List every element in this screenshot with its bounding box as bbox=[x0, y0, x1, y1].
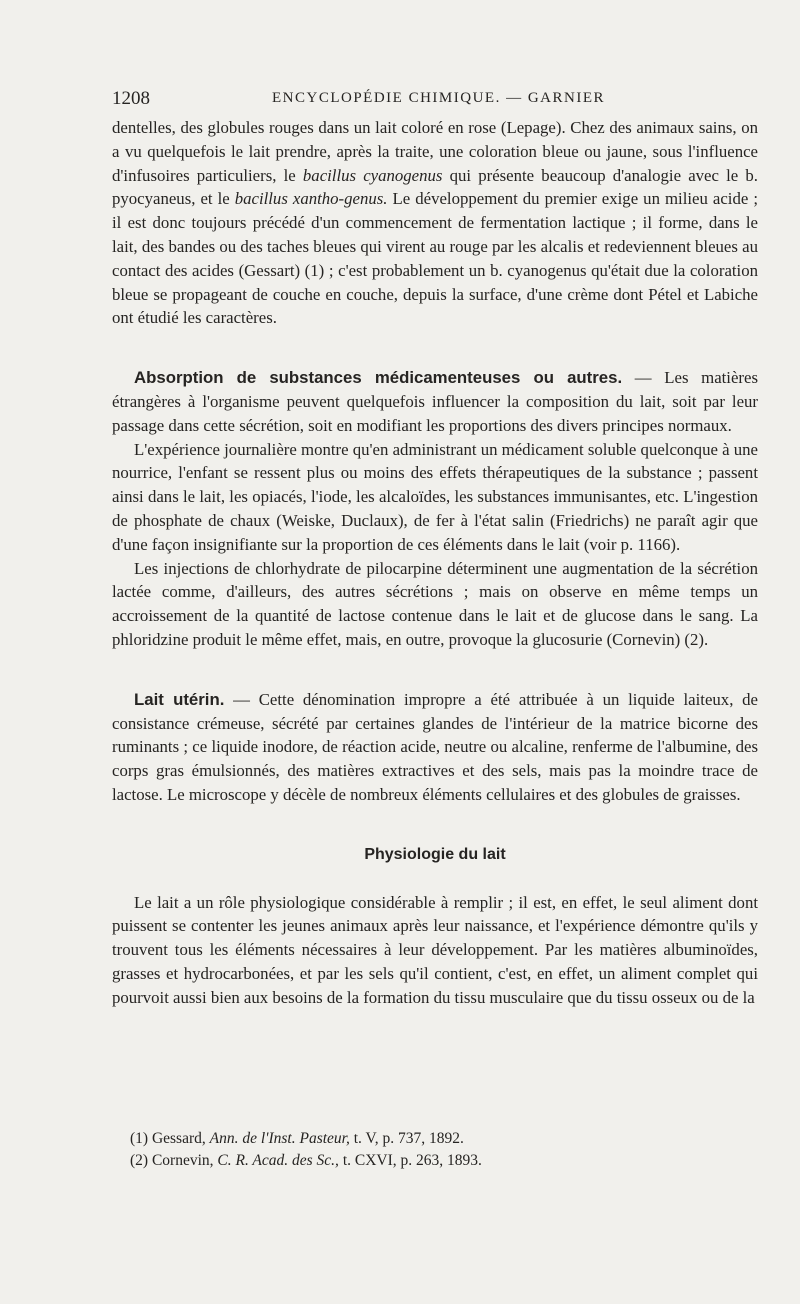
paragraph-injections: Les injections de chlorhydrate de pilocarpine déterminent une augmentation de la sécrétion lactée comme, d'ailleurs, des autres sécrétions ; mais on observe en même temps un accroissement de la quantité de lactose contenue dans le lait et de glucose dans le sang. La phloridzine produit le même effet, mais, en outre, provoque la glucosurie (Cornevin) (2). bbox=[112, 558, 758, 649]
taxon-name: bacillus xantho-genus. bbox=[234, 189, 388, 209]
page-header bbox=[112, 88, 760, 114]
taxon-name: bacillus cyanogenus bbox=[302, 165, 443, 185]
footnotes bbox=[130, 1128, 750, 1172]
footnote: (2) Cornevin, C. R. Acad. des Sc., t. CXVI, p. 263, 1893. bbox=[130, 1152, 482, 1169]
running-title: ENCYCLOPÉDIE CHIMIQUE. — GARNIER bbox=[272, 90, 605, 106]
run-in-heading: Lait utérin. bbox=[134, 689, 225, 709]
run-in-heading: Absorption de substances médicamenteuses ou autres. bbox=[134, 368, 623, 388]
body-text bbox=[112, 116, 758, 1010]
page-number: 1208 bbox=[112, 88, 150, 109]
footnote: (1) Gessard, Ann. de l'Inst. Pasteur, t. V, p. 737, 1892. bbox=[130, 1130, 464, 1147]
paragraph-experience: L'expérience journalière montre qu'en administrant un médicament soluble quelconque à une nourrice, l'enfant se ressent plus ou moins des effets thérapeutiques de la substance ; passent ainsi dans le lait, les opiacés, l'iode, les alcaloïdes, les substances immunisantes, etc. L'ingestion de phosphate de chaux (Weiske, Duclaux), de fer à l'état salin (Friedrichs) ne paraît agir que d'une façon insignifiante sur la proportion de ces éléments dans le lait (voir p. 1166). bbox=[112, 439, 758, 554]
paragraph-absorption: Absorption de substances médicamenteuses ou autres. — Les matières étrangères à l'organisme peuvent quelquefois influencer la composition du lait, soit par leur passage dans cette sécrétion, soit en modifiant les proportions des divers principes normaux. bbox=[112, 368, 758, 435]
section-title: Physiologie du lait bbox=[364, 845, 506, 863]
paragraph-lait-uterin: Lait utérin. — Cette dénomination impropre a été attribuée à un liquide laiteux, de consistance crémeuse, sécrété par certaines glandes de l'intérieur de la matrice bicorne des ruminants ; ce liquide inodore, de réaction acide, neutre ou alcaline, renferme de l'albumine, des corps gras émulsionnés, des matières extractives et des sels, mais pas la moindre trace de lactose. Le microscope y décèle de nombreux éléments cellulaires et des globules de graisses. bbox=[112, 689, 759, 804]
paragraph-physiologie: Le lait a un rôle physiologique considérable à remplir ; il est, en effet, le seul aliment dont puissent se contenter les jeunes animaux après leur naissance, et l'expérience démontre qu'ils y trouvent tous les éléments nécessaires à leur développement. Par les matières albuminoïdes, grasses et hydrocarbonées, et par les sels qu'il contient, c'est, en effet, un aliment complet qui pourvoit aussi bien aux besoins de la formation du tissu musculaire que du tissu osseux ou de la bbox=[112, 892, 758, 1007]
paragraph-continuation: dentelles, des globules rouges dans un lait coloré en rose (Lepage). Chez des animaux sains, on a vu quelquefois le lait prendre, après la traite, une coloration bleue ou jaune, sous l'influence d'infusoires particuliers, le bacillus cyanogenus qui présente beaucoup d'analogie avec le b. pyocyaneus, et le bacillus xantho-genus. Le développement du premier exige un milieu acide ; il est donc toujours précédé d'un commencement de fermentation lactique ; il forme, dans le lait, des bandes ou des taches bleues qui virent au rouge par les alcalis et redeviennent bleues au contact des acides (Gessart) (1) ; c'est probablement un b. cyanogenus qu'était due la coloration bleue se propageant de couche en couche, depuis la surface, d'une crème dont Pétel et Labiche ont étudié les caractères. bbox=[112, 118, 758, 328]
